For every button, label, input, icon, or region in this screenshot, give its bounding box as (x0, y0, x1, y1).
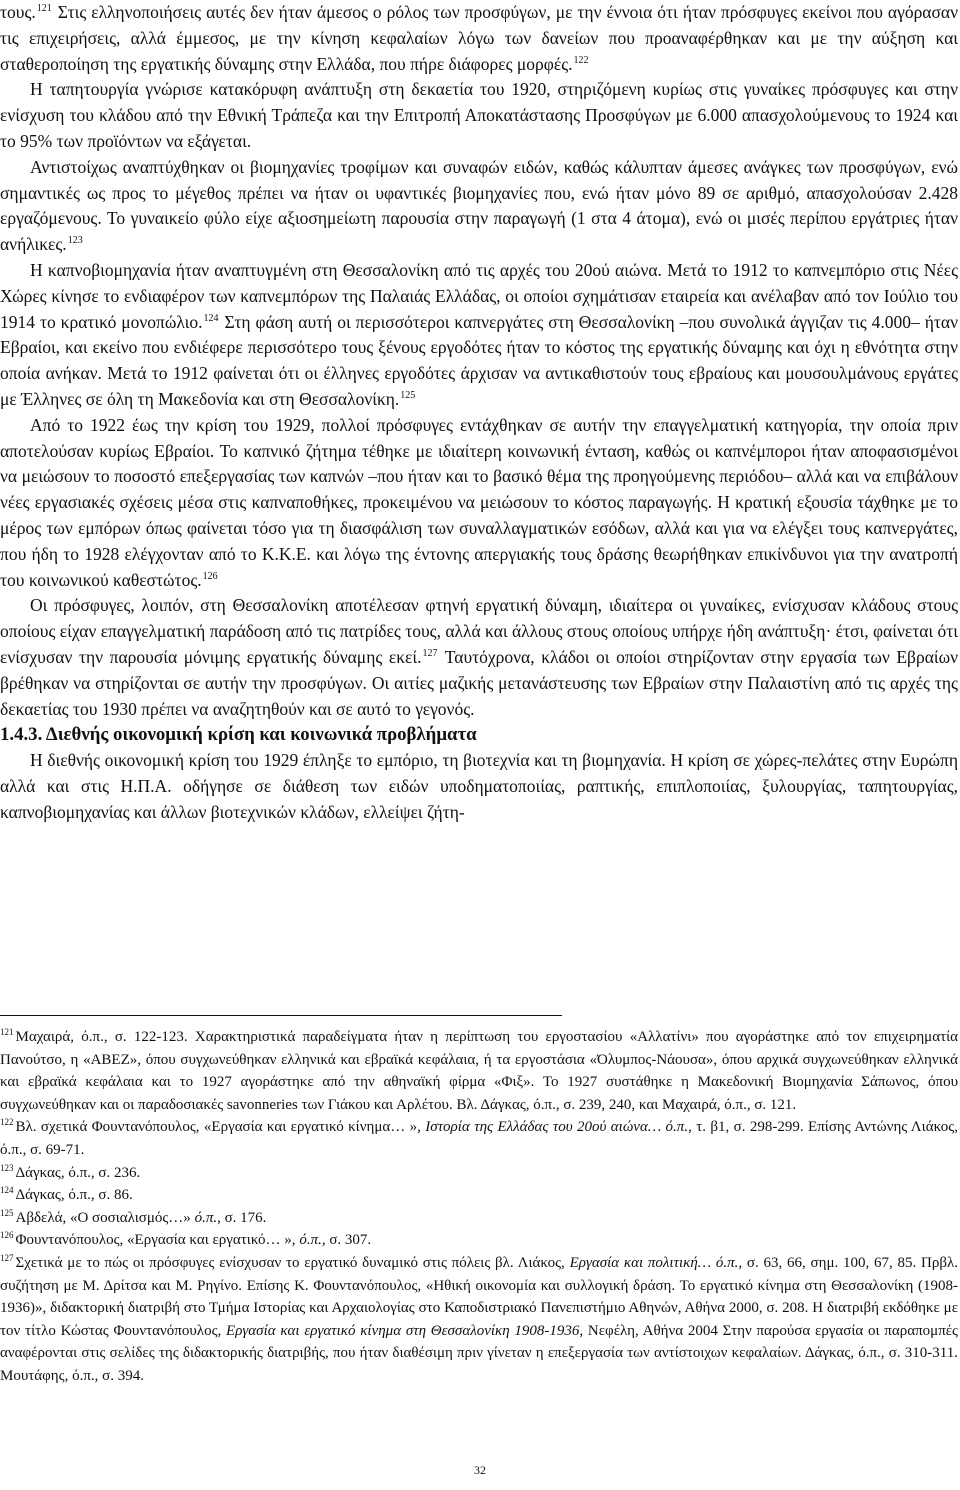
paragraph-2: Η ταπητουργία γνώρισε κατακόρυφη ανάπτυξη στη δεκαετία του 1920, στηριζόμενη κυρίως στις γυναίκες πρόσφυγες και στην ενίσχυση του κλάδου από την Εθνική Τράπεζα και την Επιτροπή Αποκατάστασης Προσφύγων με 6.000 απασχολούμενους το 1924 και το 95% των προϊόντων να εξάγεται. (0, 79, 958, 151)
paragraph-5 (0, 413, 958, 594)
footnote-ref-124[interactable]: 124 (203, 312, 219, 324)
footnote-127 (0, 1252, 958, 1388)
footnote-separator (0, 1015, 562, 1016)
footnote-ref-122[interactable]: 122 (573, 54, 589, 66)
page-number: 32 (474, 1463, 486, 1477)
footnote-125 (0, 1207, 958, 1230)
footnote-text: Φουντανόπουλος, «Εργασία και εργατικό… », (15, 1232, 300, 1249)
paragraph-text: τους. (0, 2, 36, 22)
paragraph-text: Στη φάση αυτή οι περισσότεροι καπνεργάτες στη Θεσσαλονίκη –που συνολικά άγγιζαν τις 4.000– ήταν Εβραίοι, και εκείνο που ενδιέφερε περισσότερο τους ξένους εργοδότες ήταν το κόστος της εργατικής δύναμης και όχι η εθνότητα στην οποία ανήκαν. Μετά το 1912 φαίνεται ότι οι έλληνες εργοδότες άρχισαν να αντικαθιστούν τους εβραίους και μουσουλμάνους εργάτες με Έλληνες σε όλη τη Μακεδονία και στη Θεσσαλονίκη. (0, 311, 958, 409)
footnote-number: 124 (0, 1185, 14, 1196)
footnote-text: , σ. 307. (321, 1232, 372, 1249)
footnote-ref-121[interactable]: 121 (36, 3, 52, 15)
paragraph-text: Στις ελληνοποιήσεις αυτές δεν ήταν άμεσος ο ρόλος των προσφύγων, με την έννοια ότι ήταν πρόσφυγες εκείνοι που αγόρασαν τις επιχειρήσεις, αλλά έμμεσος, με την κίνηση κεφαλαίων λόγω των δανείων που προαναφέρθηκαν και με την αύξηση και σταθεροποίηση της εργατικής δύναμης στην Ελλάδα, που πήρε διάφορες μορφές. (0, 2, 958, 74)
footnote-121 (0, 1026, 958, 1116)
footnotes (0, 1026, 958, 1388)
footnote-ref-126[interactable]: 126 (202, 570, 218, 582)
footnote-126 (0, 1229, 958, 1252)
footnote-text: Δάγκας, ό.π., σ. 86. (15, 1187, 133, 1204)
footnote-italic-title: ό.π. (299, 1232, 322, 1249)
paragraph-text: Ταυτόχρονα, κλάδοι οι οποίοι στηρίζονταν στην εργασία των Εβραίων βρέθηκαν να στηρίζονται σε αυτήν την προσφύγων. Οι αιτίες μαζικής μετανάστευσης των Εβραίων στην Παλαιστίνη από τις αρχές της δεκαετίας του 1930 πρέπει να αναζητηθούν και σε αυτό το γεγονός. (0, 646, 959, 719)
footnote-text: Μαχαιρά, ό.π., σ. 122-123. Χαρακτηριστικά παραδείγματα ήταν η περίπτωση του εργοστασίου «Αλλατίνι» που αγοράστηκε από τον επιχειρηματία Πανούτσο, η «ΑΒΕΖ», όπου συγχωνεύθηκαν ελληνικά και εβραϊκά κεφάλαια, ή τα εργοστάσια «Όλυμπος-Νάουσα», όπου αρχικά συγχωνεύθηκαν ελληνικά και εβραϊκά κεφάλαια και το 1927 αγοράστηκε από την αθηναϊκή φίρμα «Φιξ». Το 1927 συστάθηκε η Μακεδονική Βιομηχανία Σάπωνος, όπου συγχωνεύθηκαν και οι παραδοσιακές savonneries των Γιάκου και Αρλέτου. Βλ. Δάγκας, ό.π., σ. 239, 240, και Μαχαιρά, ό.π., σ. 121. (0, 1029, 958, 1113)
footnote-number: 123 (0, 1162, 14, 1173)
footnote-number: 127 (0, 1252, 14, 1263)
footnote-number: 121 (0, 1027, 14, 1037)
footnote-number: 126 (0, 1230, 14, 1241)
paragraph-text: Από το 1922 έως την κρίση του 1929, πολλοί πρόσφυγες εντάχθηκαν σε αυτήν την επαγγελματική κατηγορία, την οποία πριν αποτελούσαν κυρίως Εβραίοι. Το καπνικό ζήτημα τέθηκε με ιδιαίτερη κοινωνική ένταση, καθώς οι καπνέμποροι ήταν αποφασισμένοι να μειώσουν το ποσοστό επεξεργασίας των καπνών –που ήταν και το βασικό θέμα της προηγούμενης περιόδου– αλλά και να επιβάλουν νέες εργασιακές σχέσεις μέσα στις καπναποθήκες, προκειμένου να μειώσουν το κόστος παραγωγής. Η κρατική εξουσία τάχθηκε με το μέρος των εμπόρων όπως φαίνεται τόσο για τη διασφάλιση των συναλλαγματικών εσόδων, αλλά και για να ελέγξει τους καπνεργάτες, που ήδη το 1928 ελέγχονταν από το Κ.Κ.Ε. και λόγω της έντονης απεργιακής τους δράσης θεωρήθηκαν επικίνδυνοι για την ανατροπή του κοινωνικού καθεστώτος. (0, 414, 958, 590)
footnote-italic-title: ό.π. (194, 1209, 218, 1226)
footnote-text: , τ. β1, σ. 298-299. Επίσης Αντώνης Λιάκος, ό.π., σ. 69-71. (0, 1119, 959, 1158)
paragraph-1 (0, 0, 958, 77)
footnote-italic-title: Εργασία και πολιτική… ό.π. (569, 1254, 739, 1271)
footnote-ref-125[interactable]: 125 (400, 390, 416, 402)
footnote-italic-title: Ιστορία της Ελλάδας του 20ού αιώνα… ό.π. (425, 1119, 689, 1136)
footnote-text: Αβδελά, «Ο σοσιαλισμός…» (15, 1209, 195, 1226)
footnote-124 (0, 1184, 958, 1207)
footnote-text: , σ. 176. (217, 1209, 267, 1226)
paragraph-4 (0, 258, 958, 413)
paragraph-3 (0, 155, 958, 258)
footnote-text: Σχετικά με το πώς οι πρόσφυγες ενίσχυσαν το εργατικό δυναμικό στις πόλεις βλ. Λιάκος, (15, 1254, 570, 1271)
footnote-122 (0, 1116, 958, 1161)
footnote-123 (0, 1162, 958, 1185)
footnote-italic-title: Εργασία και εργατικό κίνημα στη Θεσσαλονίκη 1908-1936 (226, 1322, 580, 1339)
footnote-text: Βλ. σχετικά Φουντανόπουλος, «Εργασία και εργατικό κίνημα… », (15, 1119, 426, 1136)
paragraph-text: Η καπνοβιομηχανία ήταν αναπτυγμένη στη Θεσσαλονίκη από τις αρχές του 20ού αιώνα. Μετά το 1912 το καπνεμπόριο στις Νέες Χώρες κίνησε το ενδιαφέρον των καπνεμπόρων της Παλαιάς Ελλάδας, οι οποίοι σχημάτισαν εταιρεία και ανέλαβαν από τον Ιούλιο του 1914 το κρατικό μονοπώλιο. (0, 259, 958, 332)
footnote-text: , Νεφέλη, Αθήνα 2004 Στην παρούσα εργασία οι παραπομπές αναφέρονται στις σελίδες της διδακτορικής διατριβής, που ήταν διαθέσιμη πριν γίνεταν η επεξεργασία των αντίστοιχων κεφαλαίων. Δάγκας, ό.π., σ. 310-311. Μουτάφης, ό.π., σ. 394. (0, 1322, 958, 1384)
footnote-ref-127[interactable]: 127 (422, 648, 438, 660)
footnote-number: 122 (0, 1117, 14, 1128)
paragraph-text: Αντιστοίχως αναπτύχθηκαν οι βιομηχανίες τροφίμων και συναφών ειδών, καθώς κάλυπταν άμεσες ανάγκες των προσφύγων, ενώ σημαντικές ως προς το μέγεθος πρέπει να ήταν οι υφαντικές βιομηχανίες που, ενώ ήταν μόνο 89 σε αριθμό, απασχολούσαν 2.428 εργαζόμενους. Το γυναικείο φύλο είχε αξιοσημείωτη παρουσία στην παραγωγή (1 στα 4 άτομα), ενώ οι μισές περίπου εργάτριες ήταν ανήλικες. (0, 156, 958, 255)
footnote-text: Δάγκας, ό.π., σ. 236. (15, 1164, 141, 1181)
paragraph-6 (0, 593, 958, 722)
footnote-number: 125 (0, 1207, 14, 1218)
footnote-ref-123[interactable]: 123 (67, 235, 83, 247)
section-heading: 1.4.3. Διεθνής οικονομική κρίση και κοινωνικά προβλήματα (0, 724, 477, 746)
footnote-text: , σ. 63, 66, σημ. 100, 67, 85. Πρβλ. συζήτηση με Μ. Δρίτσα και Μ. Ρηγίνο. Επίσης Κ. Φουντανόπουλος, «Ηθική οικονομία και συλλογική δράση. Το εργατικό κίνημα στη Θεσσαλονίκη (1908-1936)», διδακτορική διατριβή στο Τμήμα Ιστορίας και Αρχαιολογίας στο Καποδιστριακό Πανεπιστήμιο Αθηνών, Αθήνα 2000, σ. 208. Η διατριβή εκδόθηκε με τον τίτλο Κώστας Φουντανόπουλος, (0, 1254, 958, 1339)
paragraph-7: Η διεθνής οικονομική κρίση του 1929 έπληξε το εμπόριο, τη βιοτεχνία και τη βιομηχανία. Η κρίση σε χώρες-πελάτες στην Ευρώπη αλλά και στις Η.Π.Α. οδήγησε σε διάθεση των ειδών υποδηματοποιίας, ραπτικής, επιπλοποιίας, ξυλουργίας, ταπητουργίας, καπνοβιομηχανίας και άλλων βιοτεχνικών κλάδων, ελλείψει ζήτη- (0, 750, 958, 822)
paragraph-text: Οι πρόσφυγες, λοιπόν, στη Θεσσαλονίκη αποτέλεσαν φτηνή εργατική δύναμη, ιδιαίτερα οι γυναίκες, ενίσχυσαν κλάδους στους οποίους είχαν επαγγελματική παράδοση από τις πατρίδες τους, αλλά και άλλους στους οποίους υπήρχε ήδη ανάπτυξη· έτσι, φαίνεται ότι ενίσχυσαν την παρουσία μόνιμης εργατικής δύναμης εκεί. (0, 595, 958, 667)
